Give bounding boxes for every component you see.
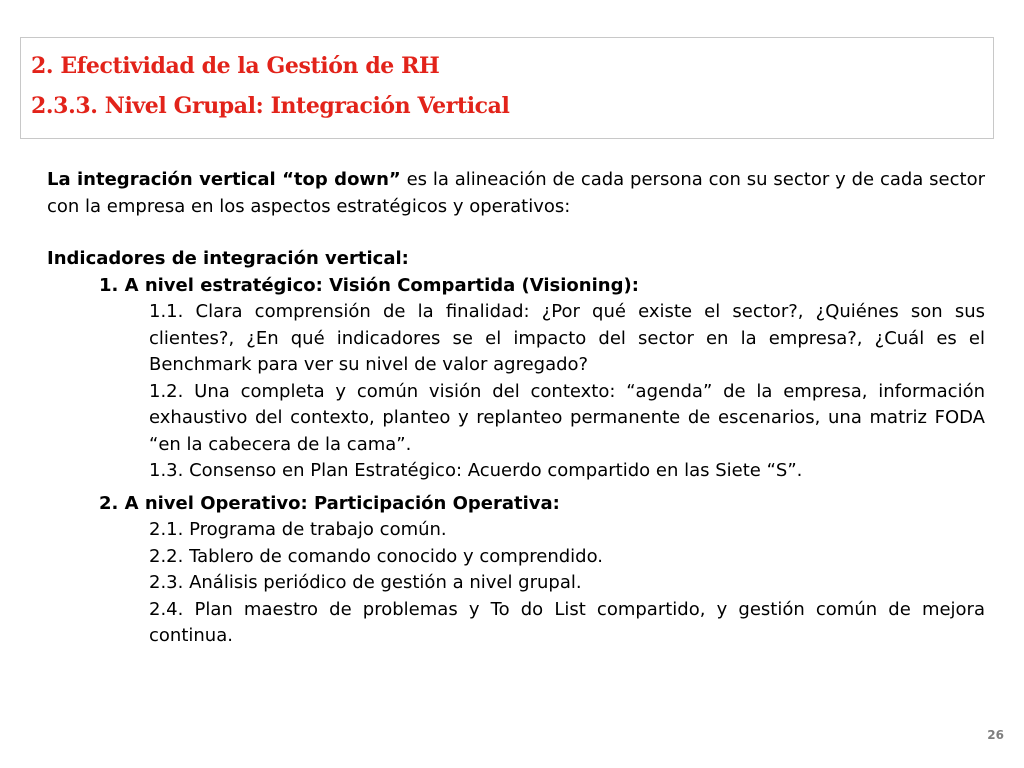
list-item: 2.1. Programa de trabajo común. bbox=[149, 519, 447, 540]
intro-bold: La integración vertical “top down” bbox=[47, 169, 401, 190]
intro-paragraph bbox=[47, 167, 985, 220]
intro-rest: es la alineación de cada persona con su sector y de cada sector con la empresa en los aspectos estratégicos y operativos: bbox=[47, 169, 985, 217]
list-item: 1.1. Clara comprensión de la finalidad: ¿Por qué existe el sector?, ¿Quiénes son sus clientes?, ¿En qué indicadores se el impacto del sector en la empresa?, ¿Cuál es el Benchmark para ver su nivel de valor agregado? bbox=[149, 301, 985, 375]
title-box bbox=[20, 37, 994, 139]
list-item: 2.4. Plan maestro de problemas y To do List compartido, y gestión común de mejora continua. bbox=[149, 598, 985, 646]
section-heading-operative: 2. A nivel Operativo: Participación Operativa: bbox=[99, 492, 560, 514]
list-item: 2.3. Análisis periódico de gestión a nivel grupal. bbox=[149, 572, 582, 593]
slide-subtitle: 2.3.3. Nivel Grupal: Integración Vertical bbox=[31, 93, 510, 119]
list-item: 1.2. Una completa y común visión del contexto: “agenda” de la empresa, información exhaustivo del contexto, planteo y replanteo permanente de escenarios, una matriz FODA “en la cabecera de la cama”. bbox=[149, 380, 985, 455]
indicators-heading: Indicadores de integración vertical: bbox=[47, 248, 409, 269]
list-item: 2.2. Tablero de comando conocido y comprendido. bbox=[149, 545, 604, 567]
slide-body bbox=[47, 167, 985, 650]
slide-title: 2. Efectividad de la Gestión de RH bbox=[31, 53, 440, 79]
section-heading-strategic: 1. A nivel estratégico: Visión Compartida (Visioning): bbox=[99, 274, 639, 296]
spacer bbox=[47, 220, 985, 246]
page-number: 26 bbox=[987, 728, 1004, 742]
list-item: 1.3. Consenso en Plan Estratégico: Acuerdo compartido en las Siete “S”. bbox=[149, 460, 803, 481]
